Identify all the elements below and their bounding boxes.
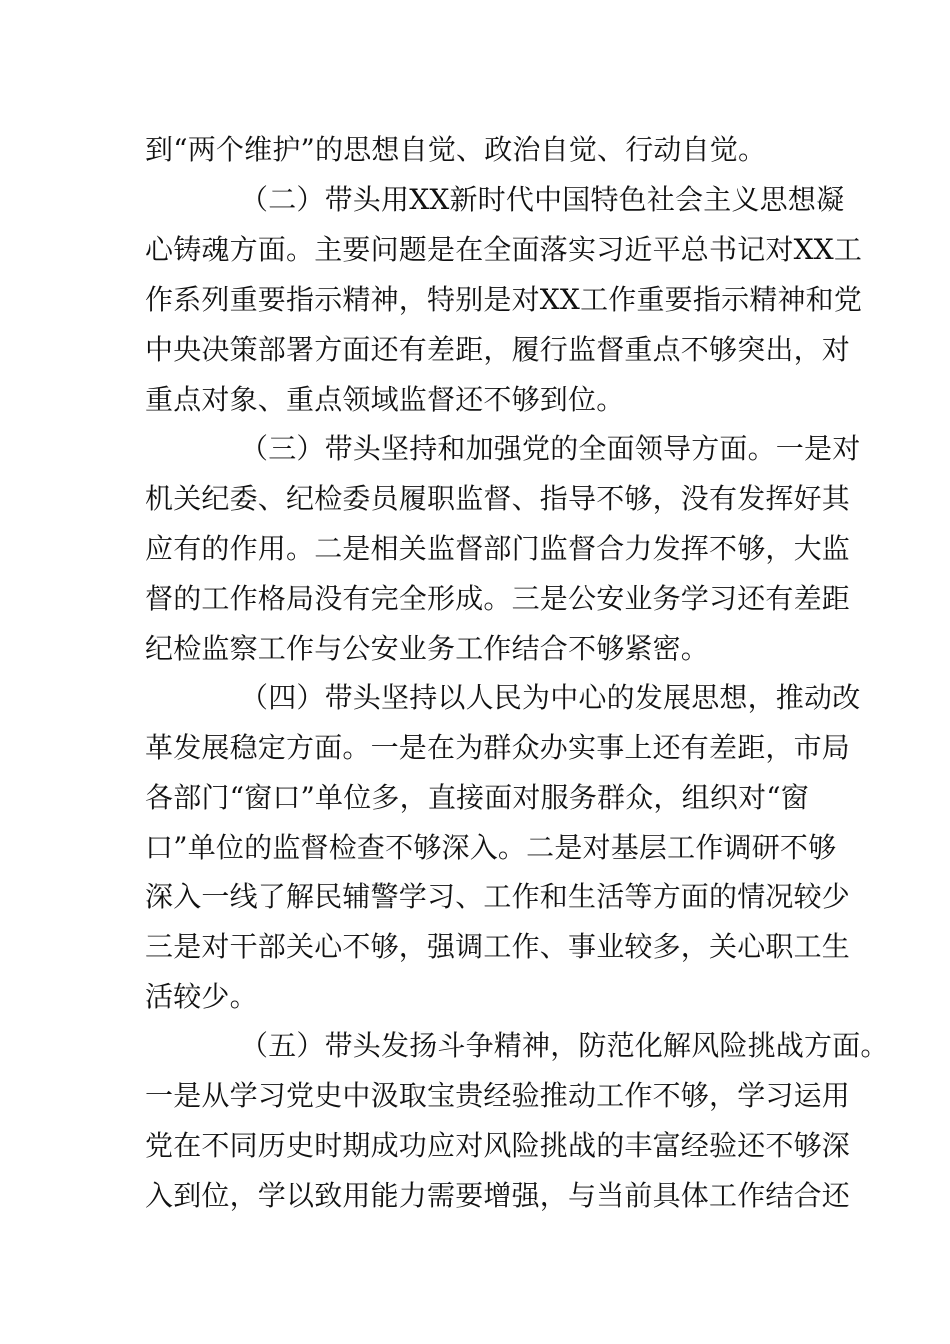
text-line: 党在不同历史时期成功应对风险挑战的丰富经验还不够深: [145, 1129, 851, 1162]
section-heading-line: （三）带头坚持和加强党的全面领导方面。一是对: [240, 432, 861, 465]
text-line: 深入一线了解民辅警学习、工作和生活等方面的情况较少: [145, 880, 851, 913]
text-line: 机关纪委、纪检委员履职监督、指导不够，没有发挥好其: [145, 482, 851, 515]
text-line: 重点对象、重点领域监督还不够到位。: [145, 383, 625, 416]
text-line: 口”单位的监督检查不够深入。二是对基层工作调研不够: [145, 831, 837, 864]
text-line: 中央决策部署方面还有差距，履行监督重点不够突出，对: [145, 333, 851, 366]
text-line: 入到位，学以致用能力需要增强，与当前具体工作结合还: [145, 1179, 851, 1212]
text-line: 各部门“窗口”单位多，直接面对服务群众，组织对“窗: [145, 781, 809, 814]
text-line: 到“两个维护”的思想自觉、政治自觉、行动自觉。: [145, 133, 767, 166]
text-line: 三是对干部关心不够，强调工作、事业较多，关心职工生: [145, 930, 851, 963]
section-heading-line: （四）带头坚持以人民为中心的发展思想，推动改: [240, 681, 861, 714]
text-line: 革发展稳定方面。一是在为群众办实事上还有差距，市局: [145, 731, 851, 764]
text-line: 活较少。: [145, 980, 258, 1013]
text-line: 应有的作用。二是相关监督部门监督合力发挥不够，大监: [145, 532, 851, 565]
text-line: 心铸魂方面。主要问题是在全面落实习近平总书记对XX工: [145, 233, 863, 266]
text-line: 作系列重要指示精神，特别是对XX工作重要指示精神和党: [145, 283, 863, 316]
section-heading-line: （二）带头用XX新时代中国特色社会主义思想凝: [240, 183, 845, 216]
text-line: 一是从学习党史中汲取宝贵经验推动工作不够，学习运用: [145, 1079, 851, 1112]
text-line: 纪检监察工作与公安业务工作结合不够紧密。: [145, 632, 710, 665]
text-line: 督的工作格局没有完全形成。三是公安业务学习还有差距: [145, 582, 851, 615]
section-heading-line: （五）带头发扬斗争精神，防范化解风险挑战方面。: [240, 1029, 889, 1062]
